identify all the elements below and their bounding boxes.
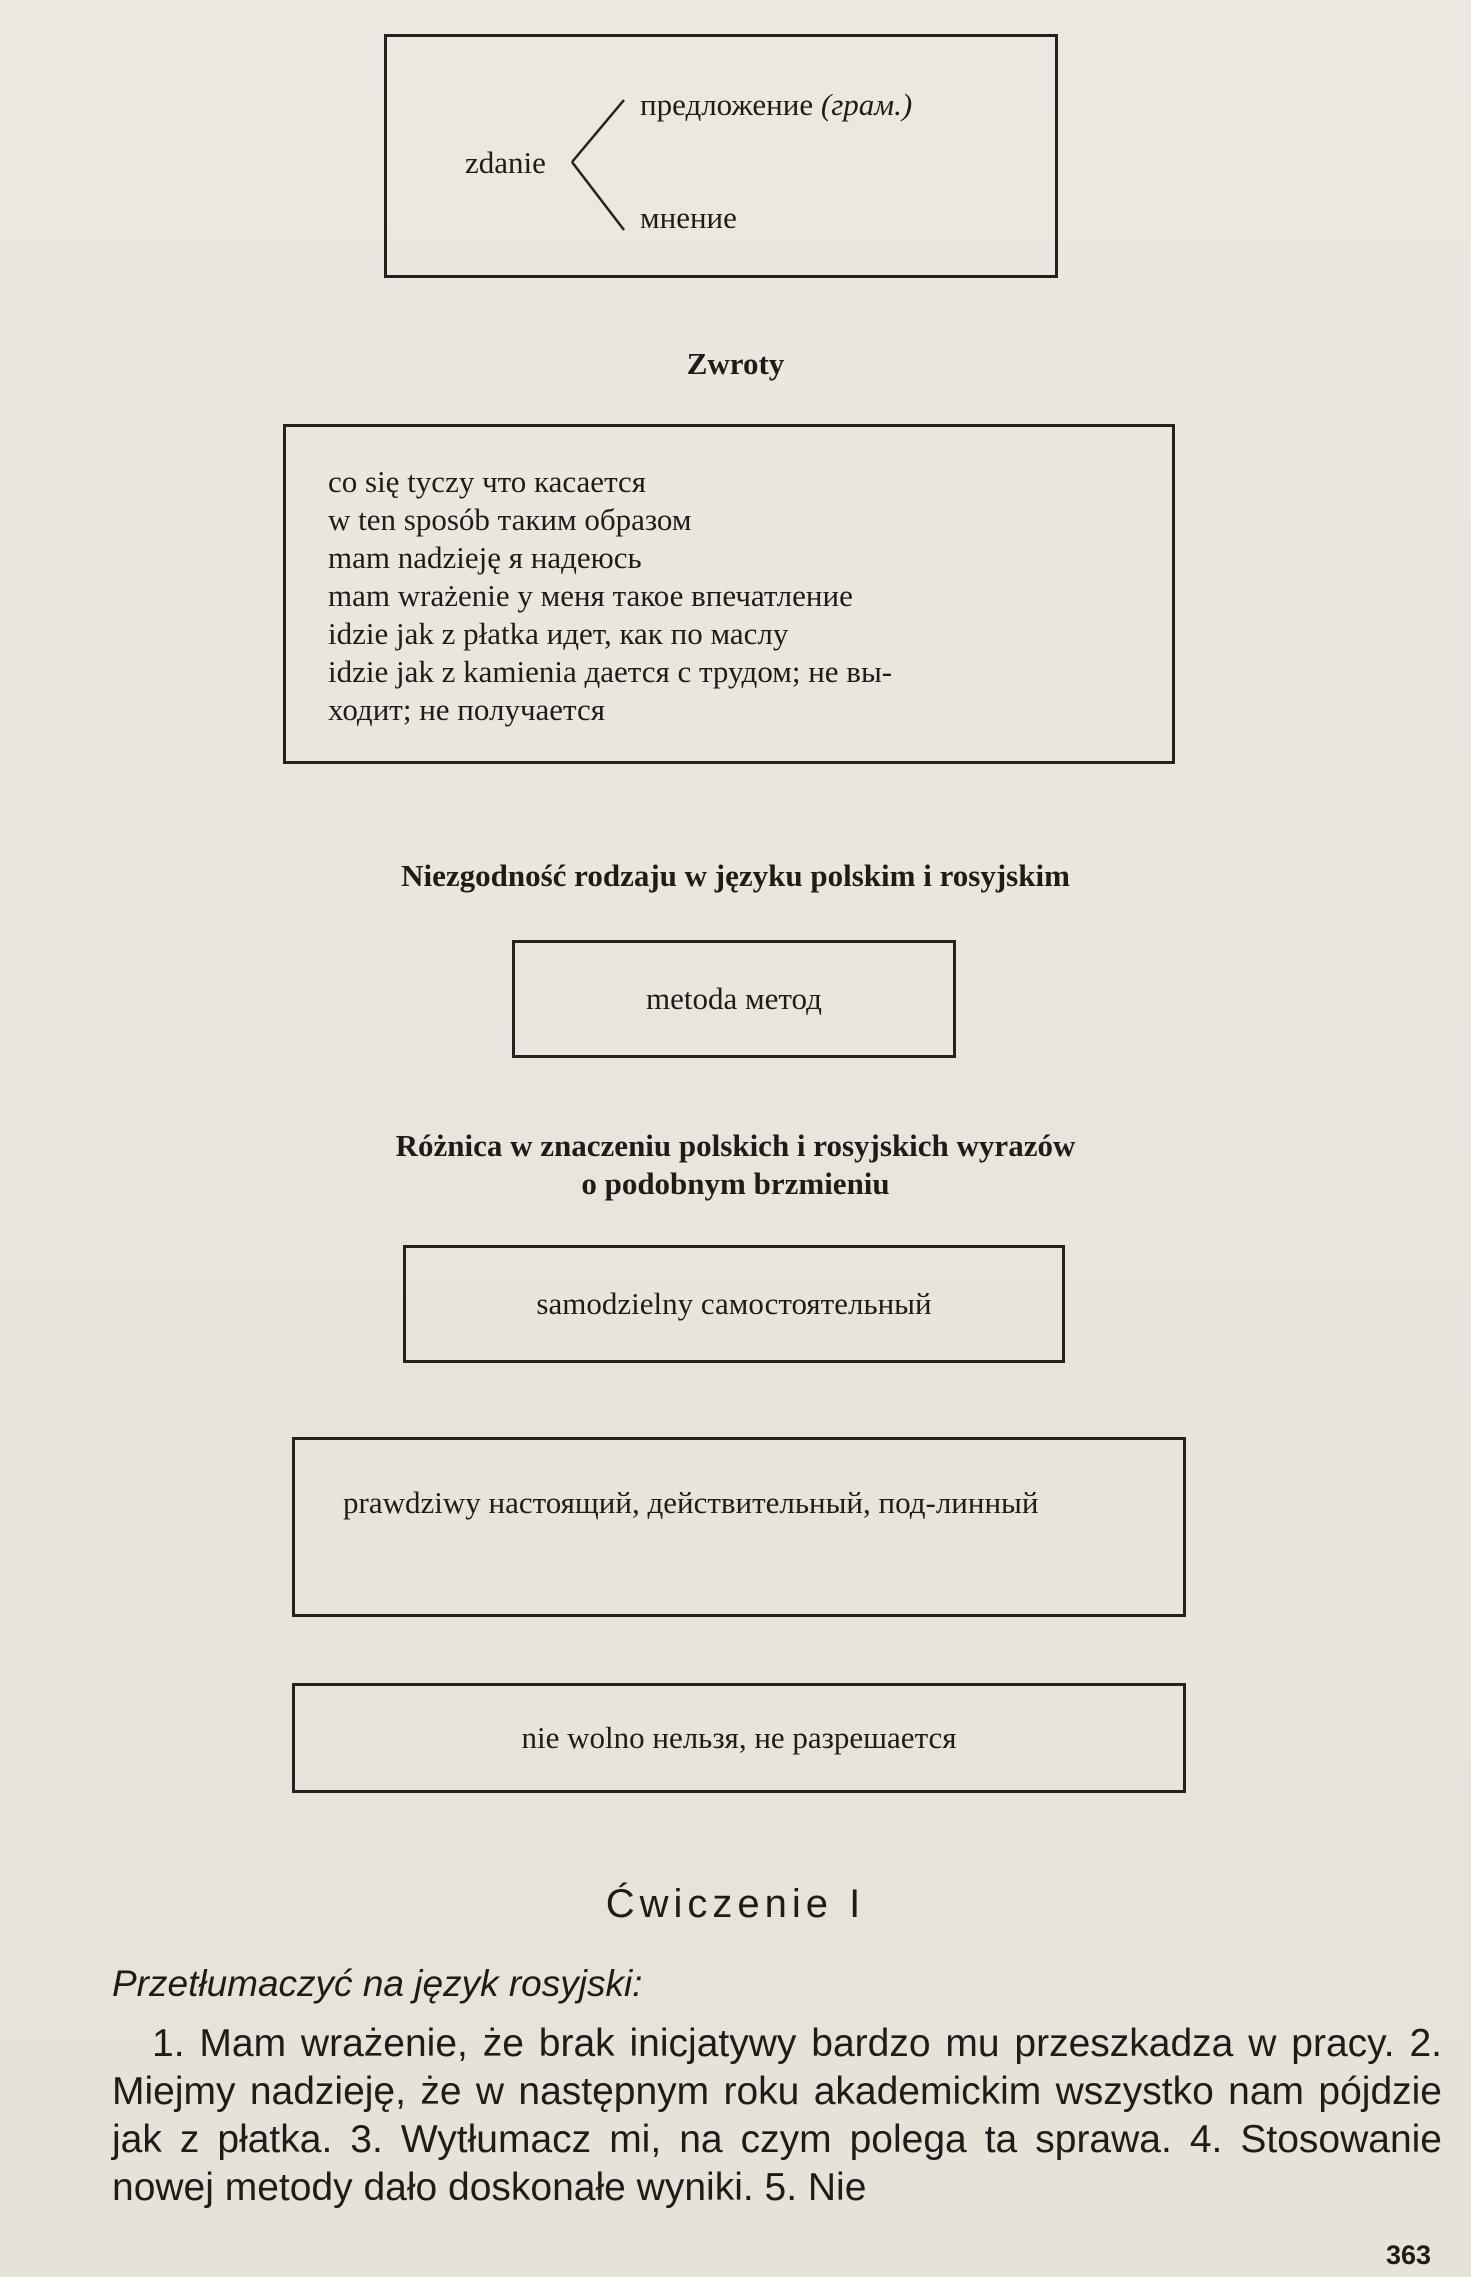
diagram-top-note: (грам.) bbox=[820, 87, 913, 122]
difference-box-3 bbox=[292, 1683, 1186, 1793]
zwroty-box bbox=[283, 424, 1175, 764]
zwroty-line: co się tyczy что касается bbox=[328, 464, 647, 499]
difference-heading-line2: o podobnym brzmieniu bbox=[581, 1166, 890, 1201]
zwroty-line: idzie jak z kamienia дается с трудом; не вы- bbox=[328, 654, 893, 689]
diagram-top-branch bbox=[640, 87, 912, 123]
difference-heading-line1: Różnica w znaczeniu polskich i rosyjskich wyrazów bbox=[395, 1128, 1076, 1163]
gender-heading: Niezgodność rodzaju w języku polskim i rosyjskim bbox=[401, 858, 1070, 893]
diagram-top-word: предложение bbox=[640, 87, 814, 122]
difference-box-2 bbox=[292, 1437, 1186, 1617]
zwroty-line: w ten sposób таким образом bbox=[328, 502, 692, 537]
zwroty-line: mam wrażenie у меня такое впечатление bbox=[328, 578, 853, 613]
zwroty-line: ходит; не получается bbox=[328, 692, 606, 727]
zwroty-heading: Zwroty bbox=[686, 346, 785, 381]
diagram-root-word: zdanie bbox=[465, 145, 546, 180]
zwroty-line: idzie jak z płatka идет, как по маслу bbox=[328, 616, 789, 651]
diagram-bottom-word: мнение bbox=[640, 200, 737, 235]
difference-pair: nie wolno нельзя, не разрешается bbox=[521, 1720, 957, 1755]
exercise-title: Ćwiczenie I bbox=[605, 1882, 866, 1926]
zwroty-line: mam nadzieję я надеюсь bbox=[328, 540, 642, 575]
difference-pair: samodzielny самостоятельный bbox=[536, 1286, 932, 1321]
difference-box-1 bbox=[403, 1245, 1065, 1363]
page-number: 363 bbox=[1386, 2240, 1432, 2270]
exercise-instruction: Przetłumaczyć na język rosyjski: bbox=[112, 1963, 643, 2004]
zdanie-diagram-box bbox=[384, 34, 1058, 278]
difference-pair: prawdziwy настоящий, действительный, под-линный bbox=[343, 1485, 1039, 1520]
gender-box bbox=[512, 940, 956, 1058]
gender-pair: metoda метод bbox=[646, 981, 822, 1016]
exercise-text: 1. Mam wrażenie, że brak inicjatywy bardzo mu przeszkadza w pracy. 2. Miejmy nadzieję, że w następnym roku akademickim wszystko nam pójdzie jak z płatka. 3. Wytłumacz mi, na czym polega ta sprawa. 4. Stosowanie nowej metody dało doskonałe wyniki. 5. Nie bbox=[112, 2022, 1442, 2209]
